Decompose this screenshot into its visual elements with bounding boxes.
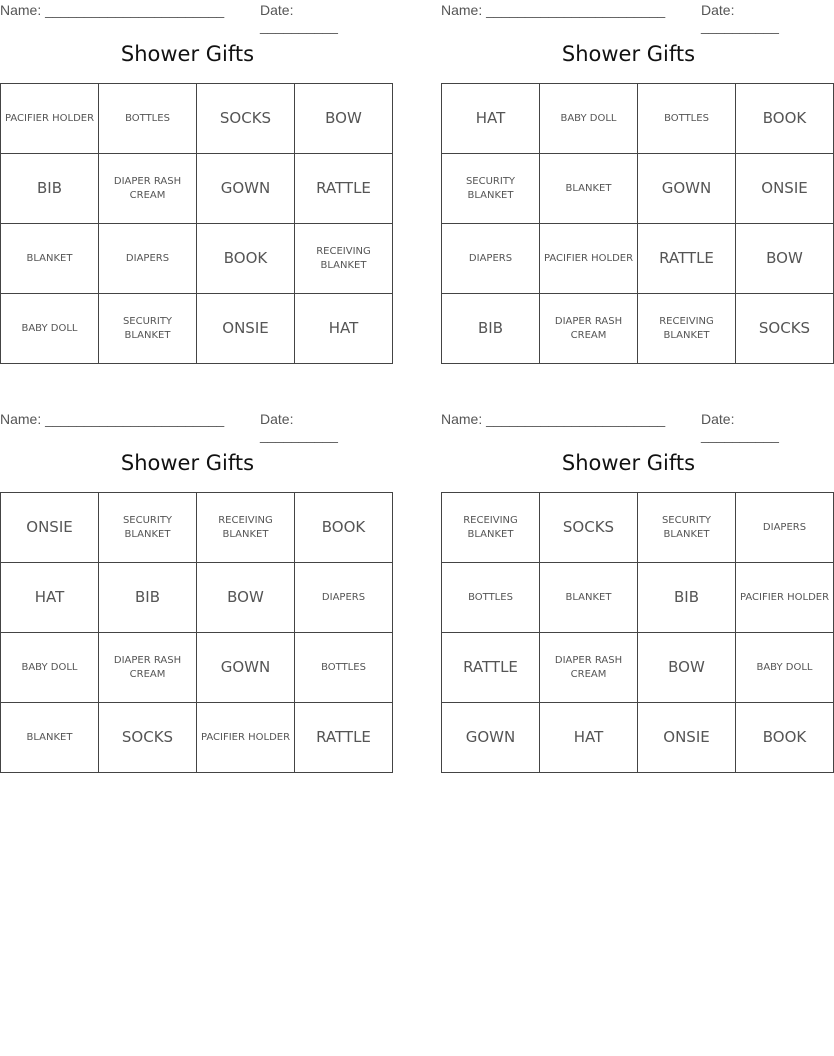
bingo-grid (0, 492, 393, 773)
grid-cell: BABY DOLL (1, 294, 99, 364)
grid-cell: BLANKET (540, 154, 638, 224)
grid-cell: GOWN (442, 703, 540, 773)
card-title: Shower Gifts (120, 42, 255, 66)
grid-cell: HAT (442, 84, 540, 154)
card-header (0, 411, 375, 443)
date-field-label: Date: __________ (260, 411, 338, 443)
grid-cell: PACIFIER HOLDER (540, 224, 638, 294)
grid-cell: GOWN (197, 633, 295, 703)
grid-cell: BOW (197, 563, 295, 633)
bingo-grid (0, 83, 393, 364)
grid-cell: ONSIE (736, 154, 834, 224)
grid-cell: HAT (295, 294, 393, 364)
grid-cell: HAT (1, 563, 99, 633)
grid-row (442, 633, 834, 703)
name-field-label: Name: _______________________ (0, 2, 225, 18)
grid-cell: DIAPER RASH CREAM (540, 633, 638, 703)
date-field-label: Date: __________ (701, 2, 779, 34)
grid-row (1, 294, 393, 364)
grid-cell: DIAPERS (295, 563, 393, 633)
grid-row (1, 633, 393, 703)
grid-cell: BOOK (736, 84, 834, 154)
grid-cell: PACIFIER HOLDER (197, 703, 295, 773)
grid-row (442, 154, 834, 224)
card-title: Shower Gifts (561, 451, 696, 475)
bingo-grid (441, 492, 834, 773)
grid-cell: RATTLE (295, 154, 393, 224)
bingo-grid (441, 83, 834, 364)
grid-cell: SOCKS (99, 703, 197, 773)
grid-cell: BIB (442, 294, 540, 364)
grid-row (1, 224, 393, 294)
grid-cell: ONSIE (197, 294, 295, 364)
grid-cell: SOCKS (197, 84, 295, 154)
grid-cell: GOWN (638, 154, 736, 224)
bingo-card-2 (441, 0, 816, 370)
grid-cell: PACIFIER HOLDER (736, 563, 834, 633)
grid-cell: RECEIVING BLANKET (442, 493, 540, 563)
grid-cell: RECEIVING BLANKET (197, 493, 295, 563)
grid-cell: BOTTLES (442, 563, 540, 633)
card-header (0, 2, 375, 34)
grid-cell: BABY DOLL (540, 84, 638, 154)
grid-cell: HAT (540, 703, 638, 773)
grid-cell: BIB (99, 563, 197, 633)
name-field-label: Name: _______________________ (441, 2, 666, 18)
grid-row (442, 294, 834, 364)
grid-cell: RECEIVING BLANKET (295, 224, 393, 294)
grid-row (442, 224, 834, 294)
grid-row (1, 563, 393, 633)
grid-cell: BOW (295, 84, 393, 154)
grid-cell: DIAPERS (736, 493, 834, 563)
grid-cell: BOTTLES (295, 633, 393, 703)
grid-cell: RECEIVING BLANKET (638, 294, 736, 364)
grid-cell: BABY DOLL (1, 633, 99, 703)
grid-cell: BLANKET (540, 563, 638, 633)
date-field-label: Date: __________ (260, 2, 338, 34)
bingo-card-3 (0, 409, 375, 779)
grid-row (442, 84, 834, 154)
bingo-card-4 (441, 409, 830, 779)
grid-cell: BOTTLES (99, 84, 197, 154)
grid-cell: ONSIE (638, 703, 736, 773)
card-header (441, 2, 816, 34)
grid-cell: BOOK (295, 493, 393, 563)
grid-cell: BIB (638, 563, 736, 633)
grid-cell: SECURITY BLANKET (442, 154, 540, 224)
card-title: Shower Gifts (120, 451, 255, 475)
grid-row (442, 493, 834, 563)
grid-cell: BOW (736, 224, 834, 294)
card-title: Shower Gifts (561, 42, 696, 66)
grid-cell: DIAPER RASH CREAM (540, 294, 638, 364)
grid-cell: BOTTLES (638, 84, 736, 154)
grid-row (1, 703, 393, 773)
grid-row (1, 84, 393, 154)
grid-cell: BABY DOLL (736, 633, 834, 703)
grid-cell: DIAPER RASH CREAM (99, 633, 197, 703)
grid-cell: BOOK (736, 703, 834, 773)
date-field-label: Date: __________ (701, 411, 779, 443)
grid-cell: DIAPERS (99, 224, 197, 294)
grid-cell: SOCKS (540, 493, 638, 563)
grid-cell: SECURITY BLANKET (99, 493, 197, 563)
grid-cell: BLANKET (1, 703, 99, 773)
grid-cell: DIAPERS (442, 224, 540, 294)
grid-cell: GOWN (197, 154, 295, 224)
card-header (441, 411, 816, 443)
grid-cell: PACIFIER HOLDER (1, 84, 99, 154)
grid-cell: RATTLE (638, 224, 736, 294)
grid-row (1, 493, 393, 563)
name-field-label: Name: _______________________ (441, 411, 666, 427)
grid-row (442, 703, 834, 773)
grid-cell: BOOK (197, 224, 295, 294)
grid-row (1, 154, 393, 224)
grid-cell: SECURITY BLANKET (99, 294, 197, 364)
bingo-card-1 (0, 0, 375, 370)
grid-cell: ONSIE (1, 493, 99, 563)
grid-cell: RATTLE (442, 633, 540, 703)
name-field-label: Name: _______________________ (0, 411, 225, 427)
grid-cell: SOCKS (736, 294, 834, 364)
grid-cell: DIAPER RASH CREAM (99, 154, 197, 224)
grid-row (442, 563, 834, 633)
grid-cell: RATTLE (295, 703, 393, 773)
grid-cell: SECURITY BLANKET (638, 493, 736, 563)
grid-cell: BOW (638, 633, 736, 703)
grid-cell: BLANKET (1, 224, 99, 294)
grid-cell: BIB (1, 154, 99, 224)
